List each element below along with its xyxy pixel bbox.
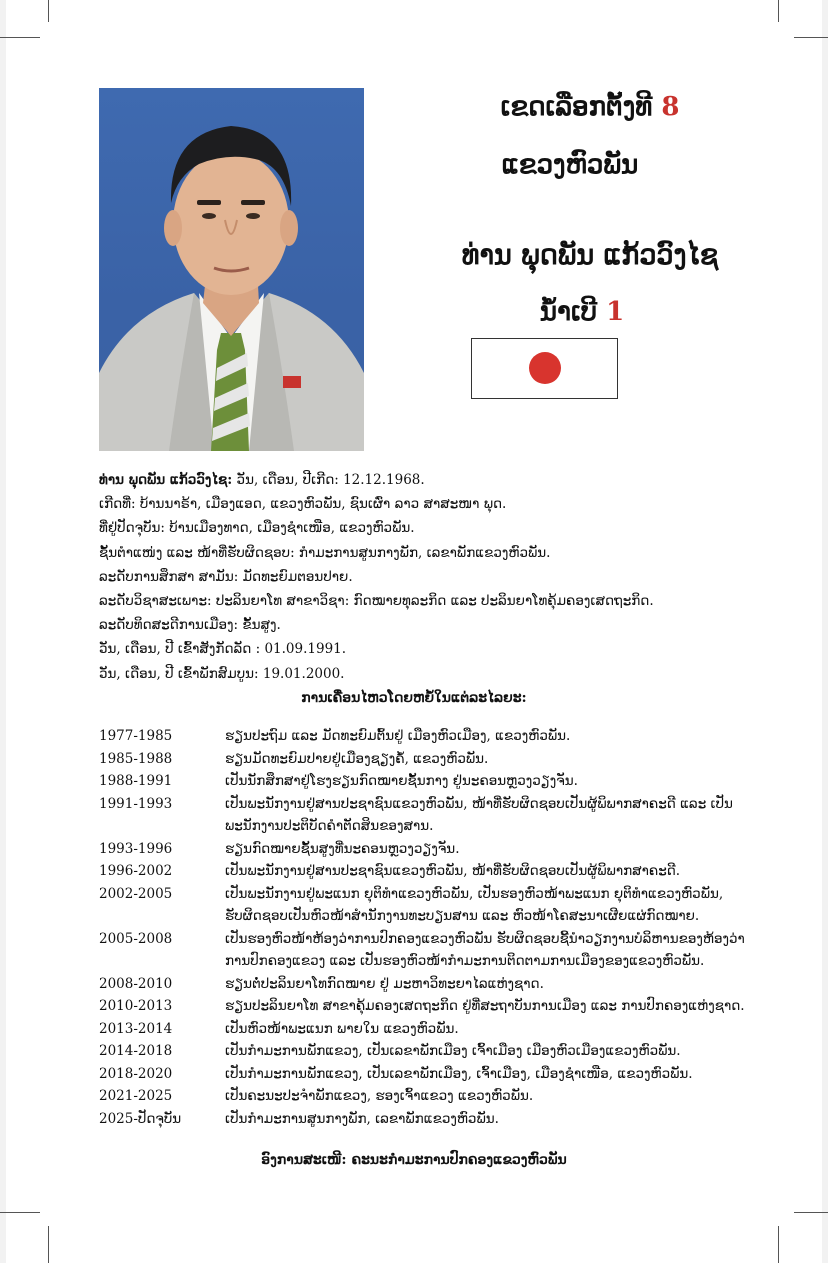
flag-disc [529,352,561,384]
crop-mark [48,1226,49,1263]
timeline-row [99,770,759,793]
timeline-row [99,1018,759,1041]
bio-general-education: ລະດັບການສຶກສາ ສາມັນ: ມັດທະຍົມຕອນປາຍ. [99,568,353,585]
timeline-row [99,725,759,748]
timeline-desc: ເປັນຮອງຫົວໜ້າຫ້ອງວ່າການປົກຄອງແຂວງຫົວພັນ ຮັບຜິດຊອບຊີ້ນຳວຽກງານບໍລິຫານຂອງຫ້ອງວ່າການປົກຄອງແຂວງ ແລະ ເປັນຮອງຫົວໜ້າກຳມະການຕິດຕາມການເມືອງຂອງແຂວງຫົວພັນ. [225,930,745,969]
candidate-number-heading [372,297,792,327]
timeline-desc: ຮຽນຕໍ່ປະລິນຍາໂທກົດໝາຍ ຢູ່ ມະຫາວິທະຍາໄລແຫ່ງຊາດ. [225,975,544,992]
candidate-number: 1 [606,297,625,327]
candidate-photo [99,88,364,451]
bio-political-theory: ລະດັບທິດສະດີການເມືອງ: ຂັ້ນສູງ. [99,617,281,634]
timeline-row [99,973,759,996]
crop-mark [778,1226,779,1263]
number-label: ນໍ້າເບີ [539,297,597,327]
japan-flag-icon [471,338,618,399]
province-heading: ແຂວງຫົວພັນ [501,150,639,180]
crop-mark [0,1212,40,1213]
timeline-row [99,928,759,973]
timeline-desc: ເປັນຄະນະປະຈຳພັກແຂວງ, ຮອງເຈົ້າແຂວງ ແຂວງຫົວພັນ. [225,1088,534,1104]
timeline-desc: ຮຽນປະລິນຍາໂທ ສາຂາຄຸ້ມຄອງເສດຖະກິດ ຢູ່ທີ່ສະຖາບັນການເມືອງ ແລະ ການປົກຄອງແຫ່ງຊາດ. [225,998,745,1014]
crop-mark [48,0,49,22]
timeline-years: 1996-2002 [99,863,173,879]
bio-youth-union: ວັນ, ເດືອນ, ປີ ເຂົ້າສັງກັດລັດ : 01.09.1991. [99,641,347,658]
timeline-row [99,793,759,838]
timeline-years: 1993-1996 [99,840,173,857]
timeline-years: 1977-1985 [99,728,173,744]
timeline-desc: ເປັນພະນັກງານຢູ່ສານປະຊາຊົນແຂວງຫົວພັນ, ໜ້າທີ່ຮັບຜິດຊອບເປັນຜູ້ພິພາກສາຄະດີ ແລະ ເປັນພະນັກງານປະຕິບັດຄຳຕັດສິນຂອງສານ. [225,795,733,834]
bio-position: ຊັ້ນຕຳແໜ່ງ ແລະ ໜ້າທີ່ຮັບຜິດຊອບ: ກຳມະການສູນກາງພັກ, ເລຂາພັກແຂວງຫົວພັນ. [99,544,551,561]
district-number: 8 [661,92,680,122]
bio-specialized-education: ລະດັບວິຊາສະເພາະ: ປະລິນຍາໂທ ສາຂາວິຊາ: ກົດໝາຍທຸລະກິດ ແລະ ປະລິນຍາໂທຄຸ້ມຄອງເສດຖະກິດ. [99,593,654,610]
bio-party-join: ວັນ, ເດືອນ, ປີ ເຂົ້າພັກສົມບູນ: 19.01.2000. [99,665,345,682]
timeline-years: 1988-1991 [99,773,173,789]
timeline-years: 2025-ປັດຈຸບັນ [99,1110,182,1127]
timeline-row [99,995,759,1018]
timeline-desc: ເປັນກຳມະການສູນກາງພັກ, ເລຂາພັກແຂວງຫົວພັນ. [225,1110,499,1127]
timeline-row [99,838,759,861]
timeline-row [99,1040,759,1063]
timeline-row [99,748,759,771]
bio-residence: ທີ່ຢູ່ປັດຈຸບັນ: ບ້ານເມືອງທາດ, ເມືອງຊຳເໜືອ, ແຂວງຫົວພັນ. [99,520,415,537]
timeline-desc: ເປັນກຳມະການພັກແຂວງ, ເປັນເລຂາພັກເມືອງ ເຈົ້າເມືອງ ເມືອງຫົວເມືອງແຂວງຫົວພັນ. [225,1043,681,1059]
timeline-desc: ເປັນກຳມະການພັກແຂວງ, ເປັນເລຂາພັກເມືອງ, ເຈົ້າເມືອງ, ເມືອງຊຳເໜືອ, ແຂວງຫົວພັນ. [225,1065,693,1082]
biography [99,468,799,686]
timeline-years: 1985-1988 [99,750,173,767]
timeline-desc: ເປັນຫົວໜ້າພະແນກ ພາຍໃນ ແຂວງຫົວພັນ. [225,1020,459,1037]
portrait-illustration [99,88,364,451]
candidate-name: ທ່ານ ພຸດພັນ ແກ້ວວົງໄຊ [461,240,719,271]
timeline-years: 2018-2020 [99,1065,173,1082]
timeline-years: 2002-2005 [99,885,173,902]
timeline-desc: ເປັນພະນັກງານຢູ່ພະແນກ ຍຸຕິທຳແຂວງຫົວພັນ, ເປັນຮອງຫົວໜ້າພະແນກ ຍຸຕິທຳແຂວງຫົວພັນ, ຮັບຜິດຊອບເປັນຫົວໜ້າສຳນັກງານທະບຽນສານ ແລະ ຫົວໜ້າໂຄສະນາເຜີຍແຜ່ກົດໝາຍ. [225,885,724,924]
timeline-title: ການເຄື່ອນໄຫວໂດຍຫຍໍ້ໃນແຕ່ລະໄລຍະ: [301,690,527,706]
crop-mark [794,1212,828,1213]
timeline-years: 2014-2018 [99,1043,173,1059]
district-heading [380,92,800,122]
bio-line-name [99,468,799,492]
district-label: ເຂດເລືອກຕັ້ງທີ [500,92,653,122]
timeline-desc: ຮຽນມັດທະຍົມປາຍຢູ່ເມືອງຊຽງຄໍ້, ແຂວງຫົວພັນ. [225,750,489,767]
crop-mark [0,37,40,38]
timeline-years: 2008-2010 [99,975,173,992]
timeline-desc: ຮຽນກົດໝາຍຊັ້ນສູງທີ່ນະຄອນຫຼວງວຽງຈັນ. [225,840,460,857]
bio-birth: ວັນ, ເດືອນ, ປີເກີດ: 12.12.1968. [236,472,425,488]
timeline-desc: ເປັນພະນັກງານຢູ່ສານປະຊາຊົນແຂວງຫົວພັນ, ໜ້າທີ່ຮັບຜິດຊອບເປັນຜູ້ພິພາກສາຄະດີ. [225,863,681,879]
nominating-body: ອົງການສະເໜີ: ຄະນະກຳມະການປົກຄອງແຂວງຫົວພັນ [261,1152,567,1168]
timeline-desc: ເປັນນັກສຶກສາຢູ່ໂຮງຮຽນກົດໝາຍຊັ້ນກາງ ຢູ່ນະຄອນຫຼວງວຽງຈັນ. [225,773,578,789]
bio-name-label: ທ່ານ ພຸດພັນ ແກ້ວວົງໄຊ: [99,472,233,488]
timeline-row [99,1108,759,1131]
timeline-years: 1991-1993 [99,795,173,812]
timeline-row [99,1085,759,1108]
crop-mark [778,0,779,22]
bio-birthplace: ເກີດທີ່: ບ້ານນາຣ້າ, ເມືອງແອດ, ແຂວງຫົວພັນ, ຊົນເຜົ່າ ລາວ ສາສະໜາ ພຸດ. [99,496,507,513]
timeline-row [99,883,759,928]
timeline [99,725,759,1130]
timeline-years: 2021-2025 [99,1088,173,1104]
timeline-row [99,860,759,883]
timeline-years: 2013-2014 [99,1020,173,1037]
crop-mark [794,37,828,38]
timeline-years: 2005-2008 [99,930,173,947]
timeline-row [99,1063,759,1086]
timeline-years: 2010-2013 [99,998,173,1014]
timeline-desc: ຮຽນປະຖົມ ແລະ ມັດທະຍົມຕົ້ນຢູ່ ເມືອງຫົວເມືອງ, ແຂວງຫົວພັນ. [225,728,571,744]
